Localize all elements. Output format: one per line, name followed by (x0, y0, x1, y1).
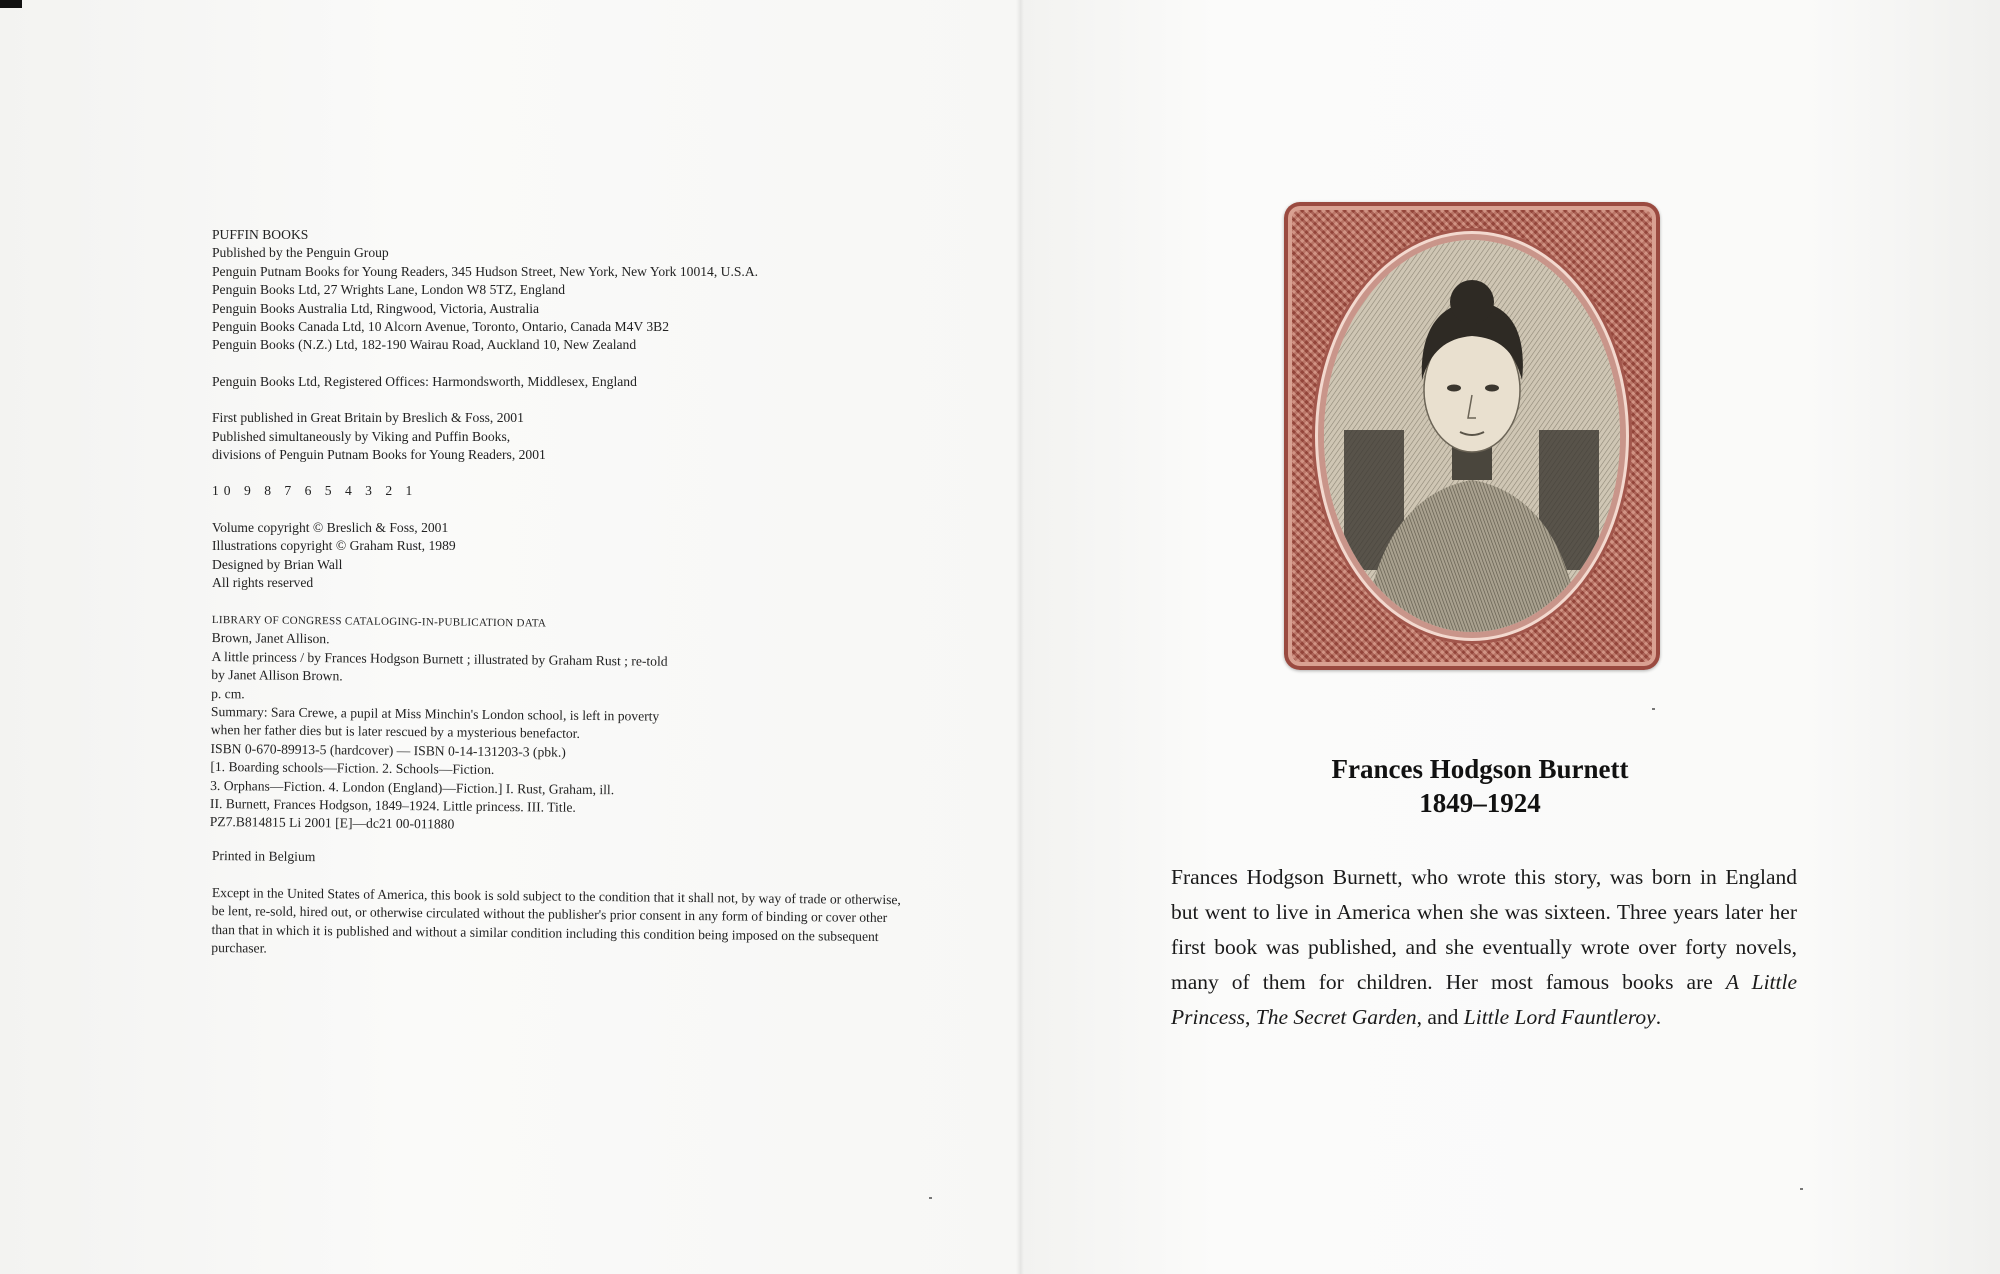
cip-line: A little princess / by Frances Hodgson Burnett ; illustrated by Graham Rust ; re-told by Janet Allison Brown. (211, 648, 668, 684)
printing-numbers: 10 9 8 7 6 5 4 3 2 1 (212, 483, 418, 499)
author-portrait (1324, 240, 1620, 632)
imprint-line: Penguin Putnam Books for Young Readers, 345 Hudson Street, New York, New York 10014, U.S.A. (212, 263, 759, 279)
conditions-text: Except in the United States of America, this book is sold subject to the condition that it shall not, by way of trade or otherwise, be lent, re-sold, hired out, or otherwise circulated without the publisher's prior consent in any form of binding or cover other than that in which it is published and without a similar condition including this condition being imposed on the subsequent purchaser. (211, 884, 901, 956)
cip-line: p. cm. (211, 685, 245, 701)
printed-in (212, 847, 912, 873)
cip-line: [1. Boarding schools—Fiction. 2. Schools—Fiction. (210, 758, 495, 777)
author-years: 1849–1924 (1419, 788, 1541, 818)
imprint-line: Published by the Penguin Group (212, 245, 389, 261)
scan-corner-mark (0, 0, 22, 8)
publisher-addresses (212, 226, 912, 355)
author-biography (1171, 860, 1797, 1035)
copyright-notices (212, 519, 912, 593)
imprint-line: Printed in Belgium (211, 848, 316, 865)
imprint-line: PUFFIN BOOKS (212, 227, 309, 242)
imprint-line: Designed by Brian Wall (212, 556, 343, 572)
copyright-imprint (209, 226, 912, 957)
cip-line: 3. Orphans—Fiction. 4. London (England)—Fiction.] I. Rust, Graham, ill. (210, 777, 615, 797)
bio-text: Frances Hodgson Burnett, who wrote this story, was born in England but went to live in America when she was sixteen. Three years later her first book was published, and she eventually wrote over forty novels, many of them for children. Her most famous books are (1171, 865, 1797, 994)
imprint-line: Penguin Books Ltd, Registered Offices: Harmondsworth, Middlesex, England (212, 373, 637, 389)
author-heading (1270, 752, 1690, 820)
book-title: A Little Princess (1171, 970, 1797, 1029)
imprint-line: Penguin Books Ltd, 27 Wrights Lane, London W8 5TZ, England (212, 282, 566, 298)
printing-number-line (212, 482, 912, 500)
portrait-frame (1284, 202, 1660, 670)
bio-end: . (1655, 1005, 1662, 1029)
cip-data (210, 611, 912, 839)
imprint-line: All rights reserved (212, 575, 314, 591)
imprint-line: Illustrations copyright © Graham Rust, 1989 (212, 538, 456, 554)
imprint-line: Penguin Books Canada Ltd, 10 Alcorn Avenue, Toronto, Ontario, Canada M4V 3B2 (212, 319, 670, 335)
imprint-line: Volume copyright © Breslich & Foss, 2001 (212, 519, 449, 535)
imprint-line: Penguin Books Australia Ltd, Ringwood, Victoria, Australia (212, 300, 540, 316)
scan-speck (1800, 1188, 1803, 1190)
cip-line: PZ7.B814815 Li 2001 [E]—dc21 00-011880 (209, 813, 455, 832)
cip-heading: LIBRARY OF CONGRESS CATALOGING-IN-PUBLICATION DATA (211, 613, 547, 629)
first-published (212, 409, 912, 464)
imprint-line: divisions of Penguin Putnam Books for Young Readers, 2001 (212, 447, 546, 463)
book-title: The Secret Garden (1255, 1005, 1417, 1029)
sale-conditions (211, 884, 912, 965)
bio-separator: , and (1416, 1005, 1464, 1029)
book-title: Little Lord Fauntleroy (1463, 1005, 1656, 1029)
bio-separator: , (1245, 1005, 1256, 1029)
imprint-line: Penguin Books (N.Z.) Ltd, 182-190 Wairau Road, Auckland 10, New Zealand (212, 337, 637, 353)
registered-office (212, 373, 912, 391)
cip-line: ISBN 0-670-89913-5 (hardcover) — ISBN 0-14-131203-3 (pbk.) (210, 740, 566, 760)
cip-line: Brown, Janet Allison. (211, 629, 330, 647)
author-name: Frances Hodgson Burnett (1331, 754, 1629, 784)
book-gutter (1016, 0, 1024, 1274)
imprint-line: Published simultaneously by Viking and Puffin Books, (212, 428, 511, 444)
scan-speck (1652, 708, 1655, 710)
cip-line: II. Burnett, Frances Hodgson, 1849–1924. Little princess. III. Title. (209, 795, 576, 815)
imprint-line: First published in Great Britain by Breslich & Foss, 2001 (212, 410, 524, 426)
scan-speck (929, 1197, 932, 1199)
author-portrait-illustration (1324, 240, 1620, 632)
cip-line: Summary: Sara Crewe, a pupil at Miss Minchin's London school, is left in poverty when her father dies but is later rescued by a mysterious benefactor. (210, 703, 660, 741)
